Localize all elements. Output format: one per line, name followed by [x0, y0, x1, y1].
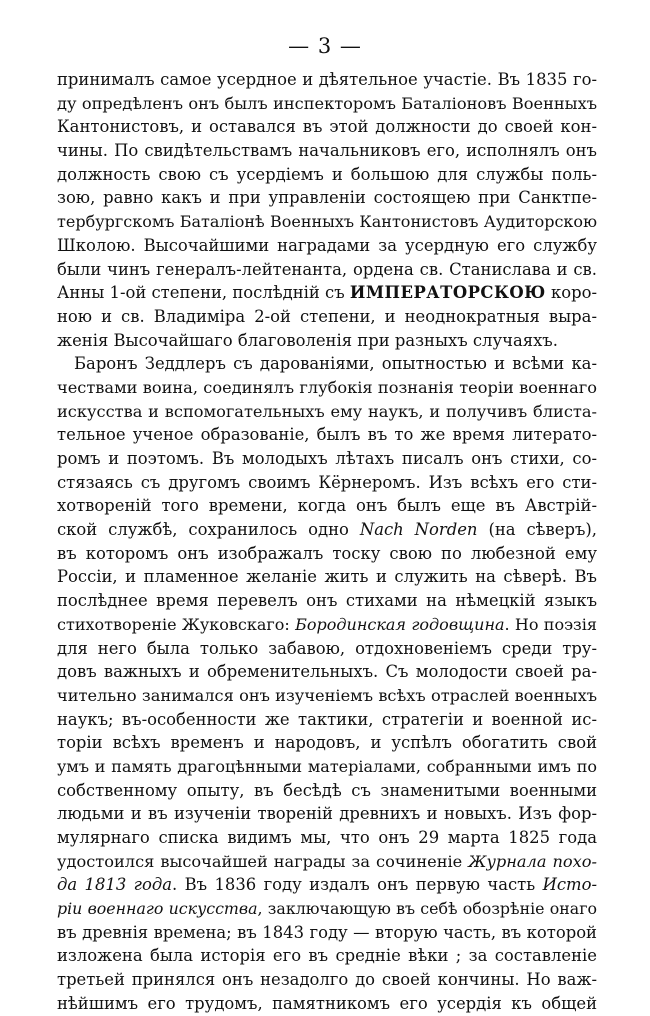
- text-run: стихотвореніе Жуковскаго:: [57, 614, 296, 634]
- text-line: Баронъ Зеддлеръ съ дарованіями, опытностью и всѣми ка-: [74, 354, 597, 374]
- text-line: женія Высочайшаго благоволенія при разныхъ случаяхъ.: [57, 330, 558, 350]
- text-line: чины. По свидѣтельствамъ начальниковъ его, исполнялъ онъ: [57, 141, 597, 161]
- text-line: [57, 897, 597, 921]
- text-line: собственному опыту, въ бесѣдѣ съ знаменитыми военными: [57, 780, 597, 800]
- text-line: [57, 613, 597, 637]
- text-line: чествами воина, соединялъ глубокія познанія теоріи военнаго: [57, 377, 597, 397]
- text-run: ской службѣ, сохранилось одно: [57, 520, 360, 540]
- page-number: — 3 —: [288, 34, 362, 58]
- text-line: въ древнія времена; въ 1843 году — вторую часть, въ которой: [57, 922, 597, 942]
- text-line: стязаясь съ другомъ своимъ Кёрнеромъ. Изъ всѣхъ его сти-: [57, 472, 597, 492]
- text-line: нѣйшимъ его трудомъ, памятникомъ его усердія къ общей: [57, 993, 597, 1013]
- text-line: принималъ самое усердное и дѣятельное участіе. Въ 1835 го-: [57, 70, 597, 89]
- text-run: Анны 1-ой степени, послѣдній съ: [57, 283, 350, 303]
- text-line: были чинъ генералъ-лейтенанта, ордена св. Станислава и св.: [57, 259, 597, 279]
- text-line: наукъ; въ-особенности же тактики, стратегіи и военной ис-: [57, 709, 597, 729]
- text-line: ною и св. Владиміра 2-ой степени, и неоднократныя выра-: [57, 306, 597, 326]
- text-line: для него была только забавою, отдохновеніемъ среди тру-: [57, 638, 597, 658]
- text-line: въ которомъ онъ изображалъ тоску свою по любезной ему: [57, 543, 597, 563]
- body-text: [57, 68, 597, 1016]
- text-line: [57, 281, 597, 305]
- text-line: изложена была исторія его въ средніе вѣки ; за составленіе: [57, 946, 597, 966]
- text-line: мулярнаго списка видимъ мы, что онъ 29 марта 1825 года: [57, 828, 597, 847]
- text-line: чительно занимался онъ изученіемъ всѣхъ отраслей военныхъ: [57, 685, 597, 705]
- text-line: Россіи, и пламенное желаніе жить и служить на сѣверѣ. Въ: [57, 567, 597, 587]
- text-run: коро-: [545, 283, 597, 303]
- text-line: довъ важныхъ и обременительныхъ. Съ молодости своей ра-: [57, 662, 597, 682]
- text-run: (на сѣверъ),: [477, 520, 598, 540]
- text-line: ромъ и поэтомъ. Въ молодыхъ лѣтахъ писалъ онъ стихи, со-: [57, 449, 597, 468]
- text-line: торіи всѣхъ временъ и народовъ, и успѣлъ обогатить свой: [57, 733, 597, 753]
- text-line: людьми и въ изученіи твореній древнихъ и новыхъ. Изъ фор-: [57, 804, 597, 824]
- text-run: удостоился высочайшей награды за сочиненіе: [57, 851, 469, 871]
- text-line: умъ и память драгоцѣнными матеріалами, собранными имъ по: [57, 756, 597, 776]
- text-line: Школою. Высочайшими наградами за усердную его службу: [57, 235, 597, 255]
- text-line: третьей принялся онъ незадолго до своей кончины. Но важ-: [57, 970, 597, 990]
- italic-title: Исто-: [542, 875, 597, 895]
- text-line: тербургскомъ Баталіонѣ Военныхъ Кантонистовъ Аудиторскою: [57, 212, 597, 232]
- text-line: [57, 850, 597, 874]
- italic-title: да 1813 года: [57, 875, 172, 895]
- text-run: , заключающую въ себѣ обозрѣніе онаго: [257, 899, 597, 919]
- text-line: искусства и вспомогательныхъ ему наукъ, и получивъ блиста-: [57, 401, 597, 421]
- text-line: ду опредѣленъ онъ былъ инспекторомъ Баталіоновъ Военныхъ: [57, 93, 597, 113]
- text-line: послѣднее время перевелъ онъ стихами на нѣмецкій языкъ: [57, 591, 597, 611]
- text-line: Кантонистовъ, и оставался въ этой должности до своей кон-: [57, 117, 597, 137]
- text-line: зою, равно какъ и при управленіи состоящею при Санктпе-: [57, 188, 597, 208]
- italic-title: ріи военнаго искусства: [57, 899, 258, 919]
- text-run: . Въ 1836 году издалъ онъ первую часть: [171, 875, 543, 895]
- text-run: . Но поэзія: [504, 614, 597, 634]
- italic-title: Nach Norden: [359, 520, 478, 540]
- text-line: [57, 518, 597, 542]
- italic-title: Журнала похо-: [468, 851, 598, 871]
- text-line: [57, 873, 597, 897]
- text-line: должность свою съ усердіемъ и большою для службы поль-: [57, 164, 597, 184]
- imperial-caps: ИМПЕРАТОРСКОЮ: [349, 283, 546, 303]
- italic-title: Бородинская годовщина: [295, 614, 505, 634]
- text-line: хотвореній того времени, когда онъ былъ еще въ Австрій-: [57, 496, 597, 516]
- text-line: тельное ученое образованіе, былъ въ то же время литерато-: [57, 425, 597, 445]
